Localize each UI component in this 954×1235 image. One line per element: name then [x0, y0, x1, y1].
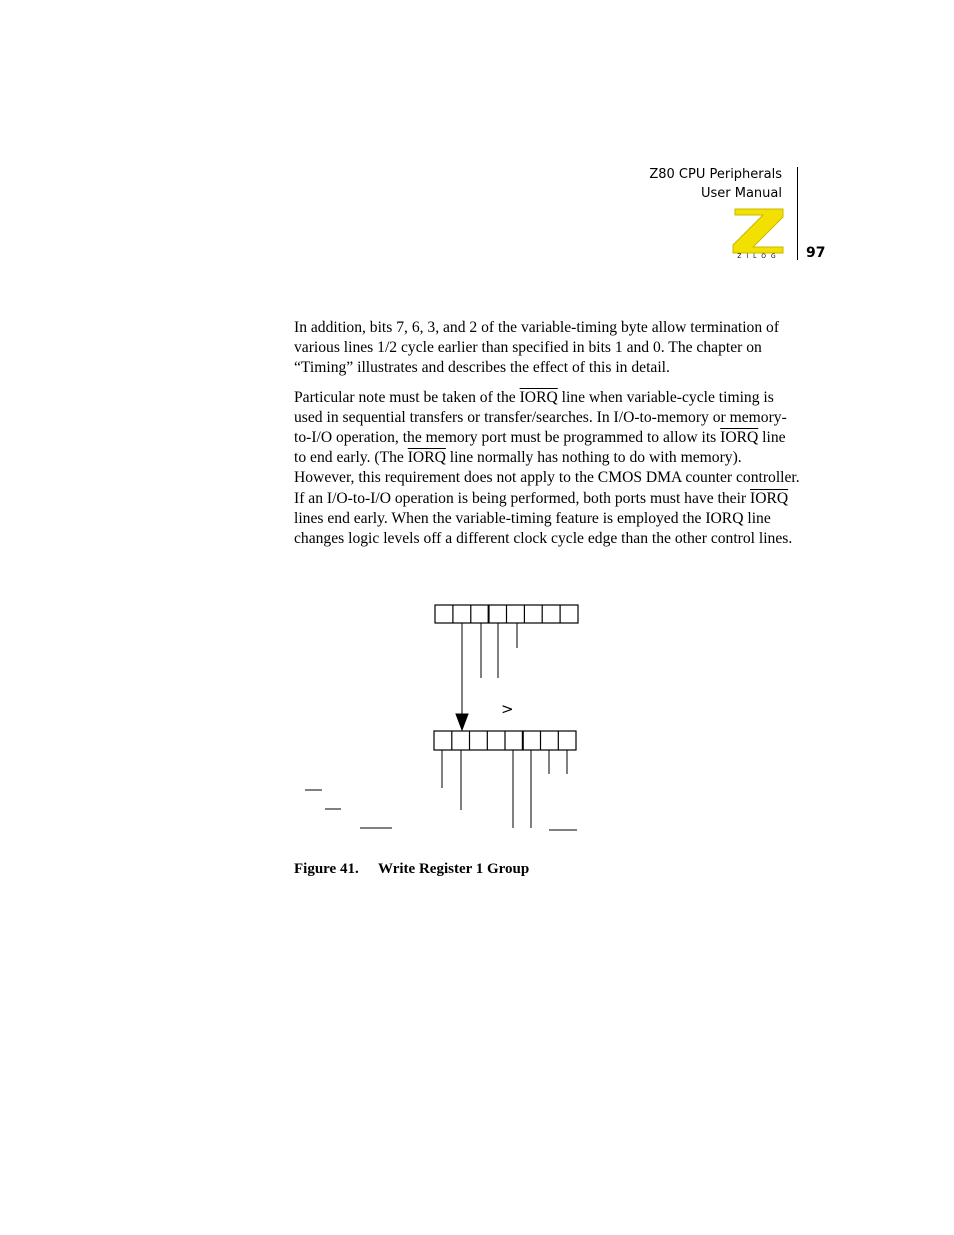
register-top-leads [481, 623, 517, 678]
iorq-overline: IORQ [407, 449, 446, 467]
iorq-overline: IORQ [519, 388, 558, 406]
header-vertical-rule [797, 167, 798, 260]
paragraph-2: Particular note must be taken of the IORQ line when variable-cycle timing is used in sequential transfers or transfer/searches. In I/O-to-memory or memory-to-I/O operation, the memory port must be programmed to allow its IORQ line to end early. (The IORQ line normally has nothing to do with memory). However, this requirement does not apply to the CMOS DMA counter controller. If an I/O-to-I/O operation is being performed, both ports must have their IORQ lines end early. When the variable-timing feature is employed the IORQ line changes logic levels off a different clock cycle edge than the other control lines. [294, 388, 800, 548]
page-number: 97 [806, 245, 826, 261]
header-title-line1: Z80 CPU Peripherals [649, 167, 782, 182]
header-title-line2: User Manual [700, 186, 782, 201]
body-text [294, 318, 800, 558]
register-top [435, 605, 578, 623]
figure-title: Write Register 1 Group [378, 861, 530, 877]
signal-overbar-marks [305, 790, 577, 830]
paragraph-1: In addition, bits 7, 6, 3, and 2 of the variable-timing byte allow termination of various lines 1/2 cycle earlier than specified in bits 1 and 0. The chapter on “Timing” illustrates and describes the effect of this in detail. [294, 319, 780, 377]
figure-number: Figure 41. [294, 861, 359, 877]
running-header [649, 165, 782, 203]
zilog-logo-text: ZILOG [737, 253, 781, 260]
figure-caption [294, 861, 529, 878]
greater-than-glyph: > [501, 700, 514, 718]
register-bottom [434, 731, 576, 750]
register-diagram [294, 590, 614, 840]
iorq-overline: IORQ [720, 429, 759, 447]
iorq-overline: IORQ [750, 489, 789, 507]
arrow-down [456, 623, 468, 730]
register-bottom-leads [442, 750, 567, 828]
